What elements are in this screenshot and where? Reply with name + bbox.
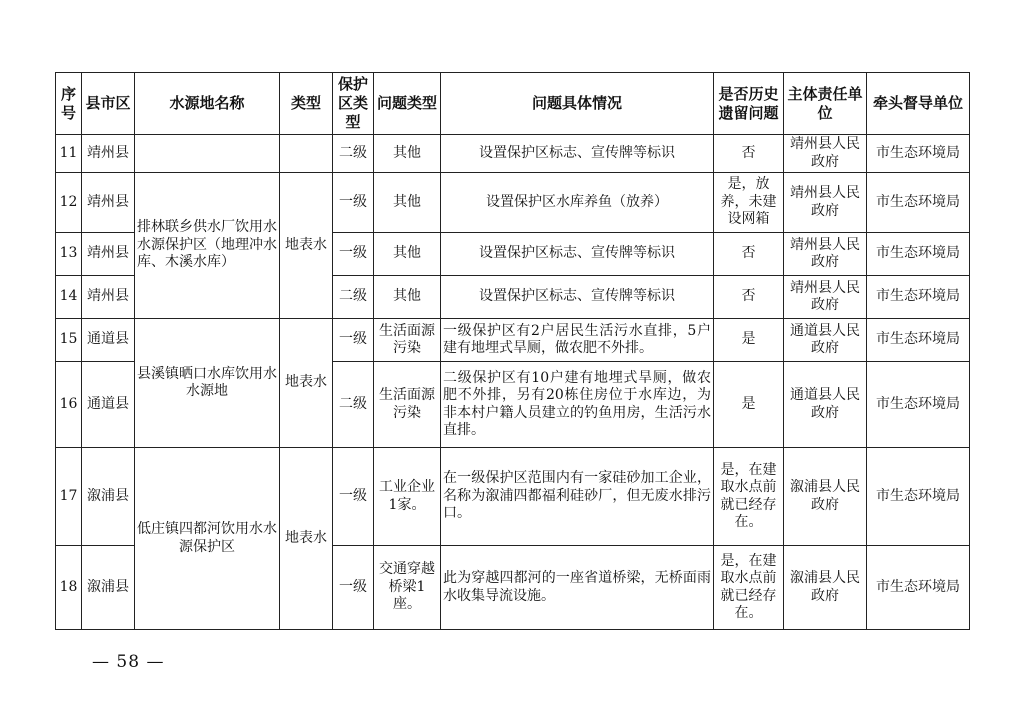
header-source-name: 水源地名称 [135,73,280,135]
cell-zone: 二级 [333,362,374,448]
cell-county: 溆浦县 [82,546,135,630]
cell-problem-type: 生活面源污染 [374,319,441,362]
cell-supervisor: 市生态环境局 [867,276,970,319]
cell-zone: 一级 [333,173,374,233]
table-row [56,448,970,546]
cell-historical: 是，放养，未建设网箱 [714,173,784,233]
cell-county: 靖州县 [82,276,135,319]
cell-historical: 是，在建取水点前就已经存在。 [714,546,784,630]
cell-historical: 是 [714,319,784,362]
cell-type: 地表水 [280,319,333,448]
cell-supervisor: 市生态环境局 [867,319,970,362]
cell-historical: 否 [714,233,784,276]
cell-problem-detail: 设置保护区标志、宣传牌等标识 [441,233,714,276]
cell-problem-detail: 设置保护区标志、宣传牌等标识 [441,135,714,173]
cell-county: 通道县 [82,362,135,448]
cell-problem-detail: 设置保护区水库养鱼（放养） [441,173,714,233]
cell-problem-type: 其他 [374,173,441,233]
cell-problem-type: 交通穿越桥梁1座。 [374,546,441,630]
cell-supervisor: 市生态环境局 [867,233,970,276]
page-number: — 58 — [92,652,165,672]
cell-source-name: 排林联乡供水厂饮用水水源保护区（地理冲水库、木溪水库） [135,173,280,319]
cell-responsible: 靖州县人民政府 [784,173,867,233]
cell-seq: 15 [56,319,82,362]
cell-type: 地表水 [280,448,333,630]
cell-county: 靖州县 [82,173,135,233]
cell-responsible: 通道县人民政府 [784,319,867,362]
cell-responsible: 靖州县人民政府 [784,233,867,276]
table-row [56,135,970,173]
cell-historical: 否 [714,135,784,173]
cell-seq: 16 [56,362,82,448]
cell-problem-type: 生活面源污染 [374,362,441,448]
cell-zone: 一级 [333,233,374,276]
cell-source-name [135,135,280,173]
cell-problem-detail: 在一级保护区范围内有一家硅砂加工企业，名称为溆浦四都福利硅砂厂，但无废水排污口。 [441,448,714,546]
header-historical: 是否历史遗留问题 [714,73,784,135]
water-source-problem-table [55,72,970,630]
cell-problem-type: 其他 [374,233,441,276]
cell-zone: 一级 [333,448,374,546]
cell-type [280,135,333,173]
header-problem-type: 问题类型 [374,73,441,135]
cell-seq: 13 [56,233,82,276]
cell-problem-detail: 设置保护区标志、宣传牌等标识 [441,276,714,319]
cell-problem-type: 其他 [374,276,441,319]
cell-problem-detail: 一级保护区有2户居民生活污水直排，5户建有地埋式旱厕，做农肥不外排。 [441,319,714,362]
header-zone-class: 保护区类型 [333,73,374,135]
cell-responsible: 靖州县人民政府 [784,276,867,319]
cell-type: 地表水 [280,173,333,319]
cell-source-name: 低庄镇四都河饮用水水源保护区 [135,448,280,630]
cell-seq: 12 [56,173,82,233]
cell-seq: 14 [56,276,82,319]
cell-zone: 二级 [333,135,374,173]
header-seq: 序号 [56,73,82,135]
header-responsible: 主体责任单位 [784,73,867,135]
cell-problem-detail: 二级保护区有10户建有地埋式旱厕，做农肥不外排，另有20栋住房位于水库边，为非本村户籍人员建立的钓鱼用房，生活污水直排。 [441,362,714,448]
cell-zone: 一级 [333,319,374,362]
cell-responsible: 靖州县人民政府 [784,135,867,173]
cell-supervisor: 市生态环境局 [867,135,970,173]
header-county: 县市区 [82,73,135,135]
cell-historical: 是，在建取水点前就已经存在。 [714,448,784,546]
cell-county: 溆浦县 [82,448,135,546]
table-header-row [56,73,970,135]
cell-problem-type: 其他 [374,135,441,173]
cell-seq: 18 [56,546,82,630]
cell-problem-detail: 此为穿越四都河的一座省道桥梁，无桥面雨水收集导流设施。 [441,546,714,630]
cell-zone: 一级 [333,546,374,630]
cell-county: 靖州县 [82,233,135,276]
cell-responsible: 溆浦县人民政府 [784,546,867,630]
cell-seq: 17 [56,448,82,546]
table-row [56,319,970,362]
cell-historical: 否 [714,276,784,319]
cell-supervisor: 市生态环境局 [867,546,970,630]
cell-zone: 二级 [333,276,374,319]
cell-county: 靖州县 [82,135,135,173]
cell-responsible: 通道县人民政府 [784,362,867,448]
header-type: 类型 [280,73,333,135]
cell-supervisor: 市生态环境局 [867,448,970,546]
cell-historical: 是 [714,362,784,448]
cell-county: 通道县 [82,319,135,362]
header-problem-detail: 问题具体情况 [441,73,714,135]
cell-responsible: 溆浦县人民政府 [784,448,867,546]
header-supervisor: 牵头督导单位 [867,73,970,135]
cell-source-name: 县溪镇晒口水库饮用水水源地 [135,319,280,448]
cell-supervisor: 市生态环境局 [867,362,970,448]
cell-problem-type: 工业企业1家。 [374,448,441,546]
table-row [56,173,970,233]
cell-supervisor: 市生态环境局 [867,173,970,233]
cell-seq: 11 [56,135,82,173]
